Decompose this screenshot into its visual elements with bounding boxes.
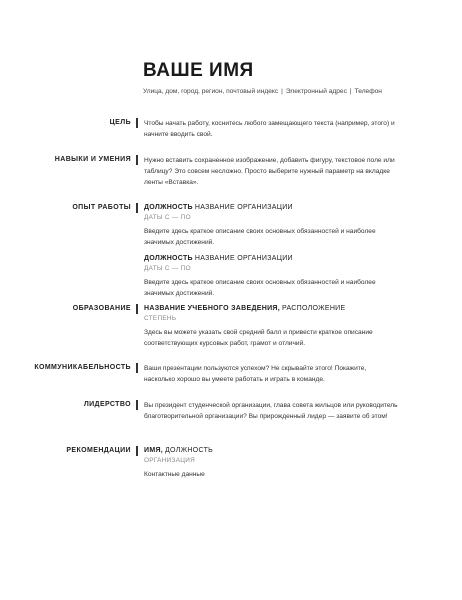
section-label: ЦЕЛЬ <box>109 119 131 126</box>
section-divider <box>136 155 138 165</box>
communication-text[interactable]: Ваши презентации пользуются успехом? Не скрывайте этого! Покажите, насколько хорошо вы умеете работать и играть в команде. <box>144 365 367 383</box>
reference-name-line[interactable] <box>144 446 399 456</box>
school-location: РАСПОЛОЖЕНИЕ <box>281 305 346 312</box>
company-name: НАЗВАНИЕ ОРГАНИЗАЦИИ <box>194 204 293 211</box>
section-label: РЕКОМЕНДАЦИИ <box>66 447 131 454</box>
section-content <box>144 118 399 140</box>
job-description[interactable]: Введите здесь краткое описание своих основных обязанностей и наиболее значимых достижений. <box>144 228 376 246</box>
resume-header <box>143 60 443 97</box>
school-line[interactable] <box>144 304 399 314</box>
section-divider <box>136 363 138 373</box>
job-title-line[interactable] <box>144 203 399 213</box>
section-content <box>144 304 399 349</box>
education-description[interactable]: Здесь вы можете указать свой средний балл и привести краткое описание соответствующих курсовых работ, грамот и отличий. <box>144 329 373 347</box>
section-divider <box>136 446 138 456</box>
job-title: ДОЛЖНОСТЬ <box>144 204 193 211</box>
section-content <box>144 203 399 305</box>
job-dates[interactable]: ДАТЫ С — ПО <box>144 214 191 221</box>
reference-name: ИМЯ, <box>144 447 164 454</box>
reference-title: ДОЛЖНОСТЬ <box>165 447 214 454</box>
section-content <box>144 155 399 188</box>
experience-entry <box>144 254 399 299</box>
section-label: КОММУНИКАБЕЛЬНОСТЬ <box>34 364 131 371</box>
address[interactable]: Улица, дом, город, регион, почтовый индекс <box>143 88 279 95</box>
company-name: НАЗВАНИЕ ОРГАНИЗАЦИИ <box>194 255 293 262</box>
phone[interactable]: Телефон <box>354 88 382 95</box>
degree[interactable]: СТЕПЕНЬ <box>144 315 177 322</box>
skills-text[interactable]: Нужно вставить сохраненное изображение, добавить фигуру, текстовое поле или таблицу? Это совсем несложно. Просто выберите нужный параметр на вкладке ленты «Вставка». <box>144 157 395 186</box>
section-divider <box>136 118 138 128</box>
section-label: ОПЫТ РАБОТЫ <box>72 204 131 211</box>
section-content <box>144 446 399 480</box>
full-name[interactable]: ВАШЕ ИМЯ <box>143 60 254 81</box>
section-divider <box>136 400 138 410</box>
email[interactable]: Электронный адрес <box>285 88 347 95</box>
reference-contact[interactable]: Контактные данные <box>144 471 205 478</box>
section-content <box>144 400 399 422</box>
experience-entry <box>144 203 399 248</box>
section-label: НАВЫКИ И УМЕНИЯ <box>54 156 131 163</box>
job-title-line[interactable] <box>144 254 399 264</box>
section-content <box>144 363 399 385</box>
reference-organization[interactable]: ОРГАНИЗАЦИЯ <box>144 457 196 464</box>
job-description[interactable]: Введите здесь краткое описание своих основных обязанностей и наиболее значимых достижений. <box>144 279 376 297</box>
school-name: НАЗВАНИЕ УЧЕБНОГО ЗАВЕДЕНИЯ, <box>144 305 280 312</box>
objective-text[interactable]: Чтобы начать работу, коснитесь любого замещающего текста (например, этого) и начните вводить свой. <box>144 120 395 138</box>
section-divider <box>136 203 138 213</box>
contact-separator: | <box>349 88 352 95</box>
section-label: ОБРАЗОВАНИЕ <box>72 305 131 312</box>
contact-info <box>143 86 393 97</box>
section-label: ЛИДЕРСТВО <box>83 401 131 408</box>
job-dates[interactable]: ДАТЫ С — ПО <box>144 265 191 272</box>
job-title: ДОЛЖНОСТЬ <box>144 255 193 262</box>
leadership-text[interactable]: Вы президент студенческой организации, глава совета жильцов или руководитель благотворительной организации? Вы прирожденный лидер — заявите об этом! <box>144 402 398 420</box>
contact-separator: | <box>281 88 283 95</box>
section-divider <box>136 304 138 314</box>
